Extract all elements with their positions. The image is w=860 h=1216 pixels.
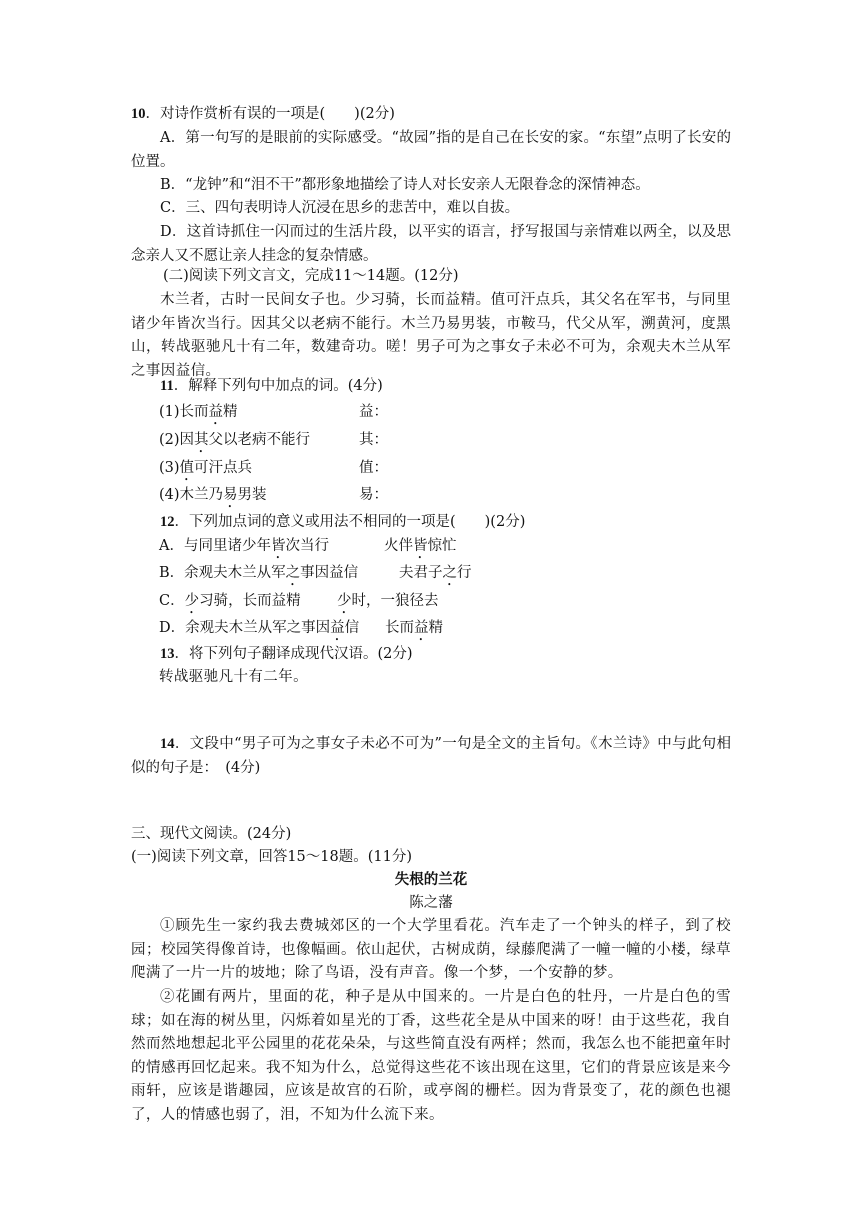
classical-heading: (二)阅读下列文言文，完成11～14题。(12分) <box>163 268 459 284</box>
option-12-a[interactable]: A．与同里诸少年皆次当行 火伴皆惊忙 <box>159 538 457 554</box>
question-text: ．下列加点词的意义或用法不相同的一项是( )(2分) <box>174 514 526 530</box>
question-12-stem <box>131 511 731 535</box>
question-number: 14 <box>160 736 175 752</box>
option-10-a[interactable]: A．第一句写的是眼前的实际感受。“故园”指的是自己在长安的家。“东望”点明了长安的位置。 <box>131 130 731 170</box>
answer-blank[interactable]: 益： <box>359 404 388 420</box>
option-10-b[interactable]: B．“龙钟”和“泪不干”都形象地描绘了诗人对长安亲人无限眷念的深情神态。 <box>160 177 650 193</box>
q11-item-3: (3)值可汗点兵 值： <box>159 460 388 476</box>
question-11-stem <box>131 375 731 399</box>
question-14-stem <box>131 733 731 780</box>
section-3-subheading: (一)阅读下列文章，回答15～18题。(11分) <box>131 849 412 865</box>
classical-passage: 木兰者，古时一民间女子也。少习骑，长而益精。值可汗点兵，其父名在军书，与同里诸少年皆次当行。因其父以老病不能行。木兰乃易男装，市鞍马，代父从军，溯黄河，度黑山，转战驱驰凡十有二年，数建奇功。嗟！男子可为之事女子未必不可为，余观夫木兰从军之事因益信。 <box>131 292 731 379</box>
question-10-stem <box>131 103 731 127</box>
section-3-heading: 三、现代文阅读。(24分) <box>131 826 292 842</box>
option-10-c[interactable]: C．三、四句表明诗人沉浸在思乡的悲苦中，难以自拔。 <box>160 200 520 216</box>
question-text: ．解释下列句中加点的词。(4分) <box>173 378 383 394</box>
question-text: ．对诗作赏析有误的一项是( )(2分) <box>145 106 395 122</box>
answer-blank[interactable]: 值： <box>359 460 388 476</box>
option-12-c[interactable]: C．少习骑，长而益精 少时，一狼径去 <box>159 593 439 609</box>
option-10-d[interactable]: D．这首诗抓住一闪而过的生活片段，以平实的语言，抒写报国与亲情难以两全，以及思念亲人又不愿让亲人挂念的复杂情感。 <box>131 224 731 264</box>
question-number: 13 <box>160 646 175 662</box>
q11-item-2: (2)因其父以老病不能行 其： <box>159 432 388 448</box>
question-number: 11 <box>160 378 174 394</box>
article-paragraph-1: ①顾先生一家约我去费城郊区的一个大学里看花。汽车走了一个钟头的样子，到了校园；校园笑得像首诗，也像幅画。依山起伏，古树成荫，绿藤爬满了一幢一幢的小楼，绿草爬满了一片一片的坡地；除了鸟语，没有声音。像一个梦，一个安静的梦。 <box>131 918 731 981</box>
article-author: 陈之藩 <box>409 895 453 911</box>
q11-item-4: (4)木兰乃易男装 易： <box>159 487 388 503</box>
q13-sentence: 转战驱驰凡十有二年。 <box>159 669 308 685</box>
question-number: 10 <box>131 106 146 122</box>
question-text: ．将下列句子翻译成现代汉语。(2分) <box>174 646 413 662</box>
question-number: 12 <box>160 514 175 530</box>
answer-blank[interactable]: 易： <box>359 487 388 503</box>
option-12-b[interactable]: B．余观夫木兰从军之事因益信 夫君子之行 <box>159 565 472 581</box>
article-paragraph-2: ②花圃有两片，里面的花，种子是从中国来的。一片是白色的牡丹，一片是白色的雪球；如在海的树丛里，闪烁着如星光的丁香，这些花全是从中国来的呀！由于这些花，我自然而然地想起北平公园里的花花朵朵，与这些简直没有两样；然而，我怎么也不能把童年时的情感再回忆起来。我不知为什么，总觉得这些花不该出现在这里，它们的背景应该是来今雨轩，应该是谐趣园，应该是故宫的石阶，或亭阁的栅栏。因为背景变了，花的颜色也褪了，人的情感也弱了，泪，不知为什么流下来。 <box>131 989 731 1123</box>
question-13-stem <box>131 643 731 667</box>
q11-item-1: (1)长而益精 益： <box>159 404 388 420</box>
question-text: ．文段中“男子可为之事女子未必不可为”一句是全文的主旨句。《木兰诗》中与此句相似的句子是： (4分) <box>131 736 731 776</box>
answer-blank[interactable]: 其： <box>359 432 388 448</box>
option-12-d[interactable]: D．余观夫木兰从军之事因益信 长而益精 <box>159 620 443 636</box>
article-title: 失根的兰花 <box>394 872 468 888</box>
